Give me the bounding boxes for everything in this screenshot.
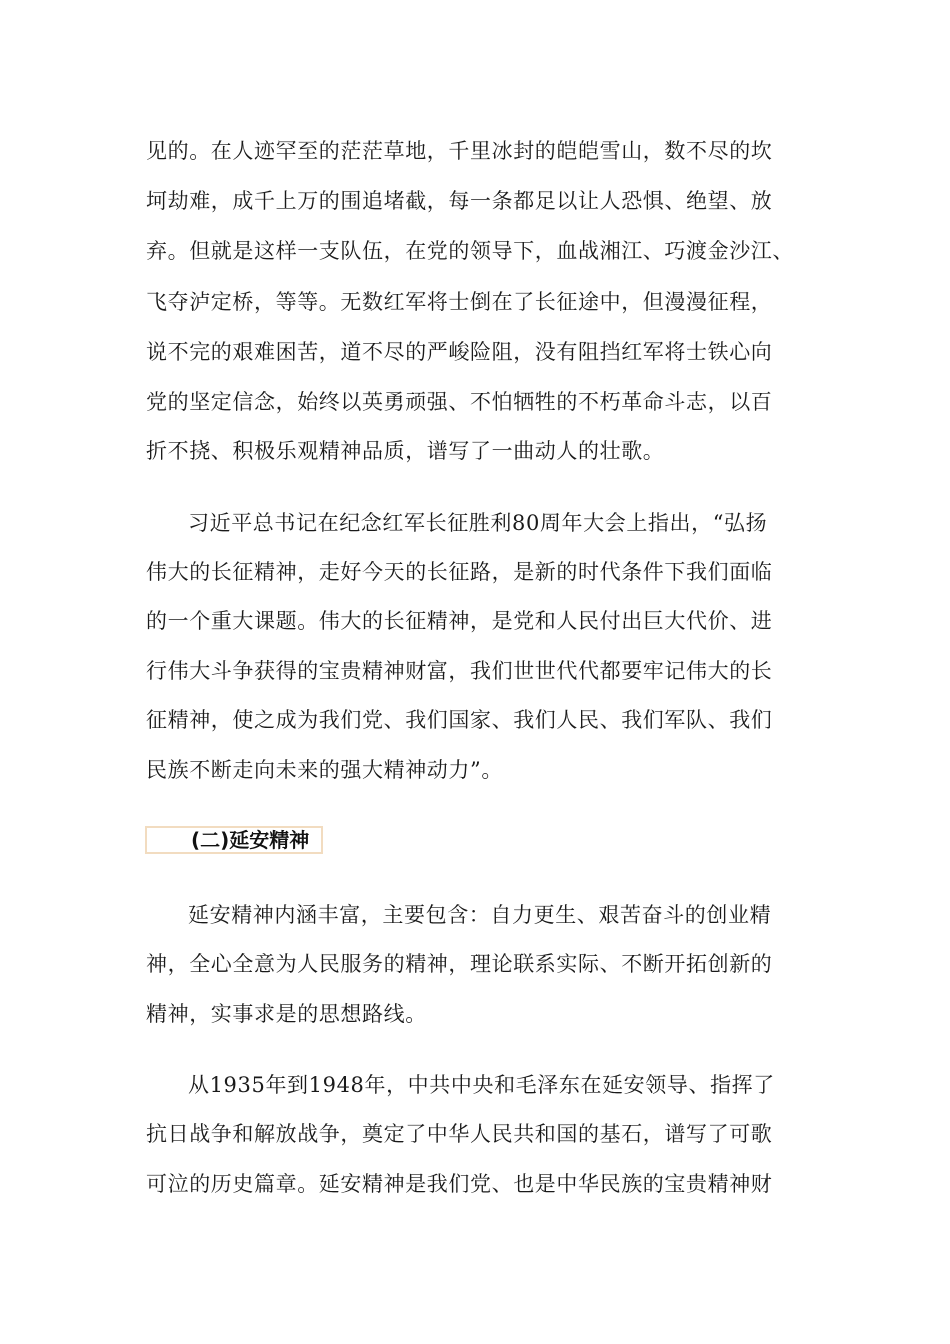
paragraph-3-line: 神，全心全意为人民服务的精神，理论联系实际、不断开拓创新的 xyxy=(146,952,773,976)
paragraph-4-line: 从1935年到1948年，中共中央和毛泽东在延安领导、指挥了 xyxy=(188,1073,775,1097)
paragraph-2-line: 习近平总书记在纪念红军长征胜利80周年大会上指出，“弘扬 xyxy=(188,511,768,535)
section-heading: (二)延安精神 xyxy=(191,828,310,852)
paragraph-4-line: 可泣的历史篇章。延安精神是我们党、也是中华民族的宝贵精神财 xyxy=(146,1172,773,1196)
paragraph-1-line: 折不挠、积极乐观精神品质，谱写了一曲动人的壮歌。 xyxy=(146,439,665,463)
paragraph-1-line: 弃。但就是这样一支队伍，在党的领导下，血战湘江、巧渡金沙江、 xyxy=(146,239,794,263)
paragraph-1-line: 说不完的艰难困苦，道不尽的严峻险阻，没有阻挡红军将士铁心向 xyxy=(146,340,773,364)
section-heading-box xyxy=(145,826,323,854)
paragraph-2-line: 的一个重大课题。伟大的长征精神，是党和人民付出巨大代价、进 xyxy=(146,609,773,633)
paragraph-2-line: 伟大的长征精神，走好今天的长征路，是新的时代条件下我们面临 xyxy=(146,560,773,584)
paragraph-3-line: 精神，实事求是的思想路线。 xyxy=(146,1002,427,1026)
paragraph-1-line: 飞夺泸定桥，等等。无数红军将士倒在了长征途中，但漫漫征程， xyxy=(146,290,773,314)
paragraph-2-line: 民族不断走向未来的强大精神动力”。 xyxy=(146,758,503,782)
paragraph-1-line: 党的坚定信念，始终以英勇顽强、不怕牺牲的不朽革命斗志，以百 xyxy=(146,390,773,414)
paragraph-2-line: 行伟大斗争获得的宝贵精神财富，我们世世代代都要牢记伟大的长 xyxy=(146,659,773,683)
paragraph-3-line: 延安精神内涵丰富，主要包含：自力更生、艰苦奋斗的创业精 xyxy=(188,903,772,927)
paragraph-1-line: 坷劫难，成千上万的围追堵截，每一条都足以让人恐惧、绝望、放 xyxy=(146,189,773,213)
paragraph-4-line: 抗日战争和解放战争，奠定了中华人民共和国的基石，谱写了可歌 xyxy=(146,1122,773,1146)
paragraph-2-line: 征精神，使之成为我们党、我们国家、我们人民、我们军队、我们 xyxy=(146,708,773,732)
paragraph-1-line: 见的。在人迹罕至的茫茫草地，千里冰封的皑皑雪山，数不尽的坎 xyxy=(146,139,773,163)
